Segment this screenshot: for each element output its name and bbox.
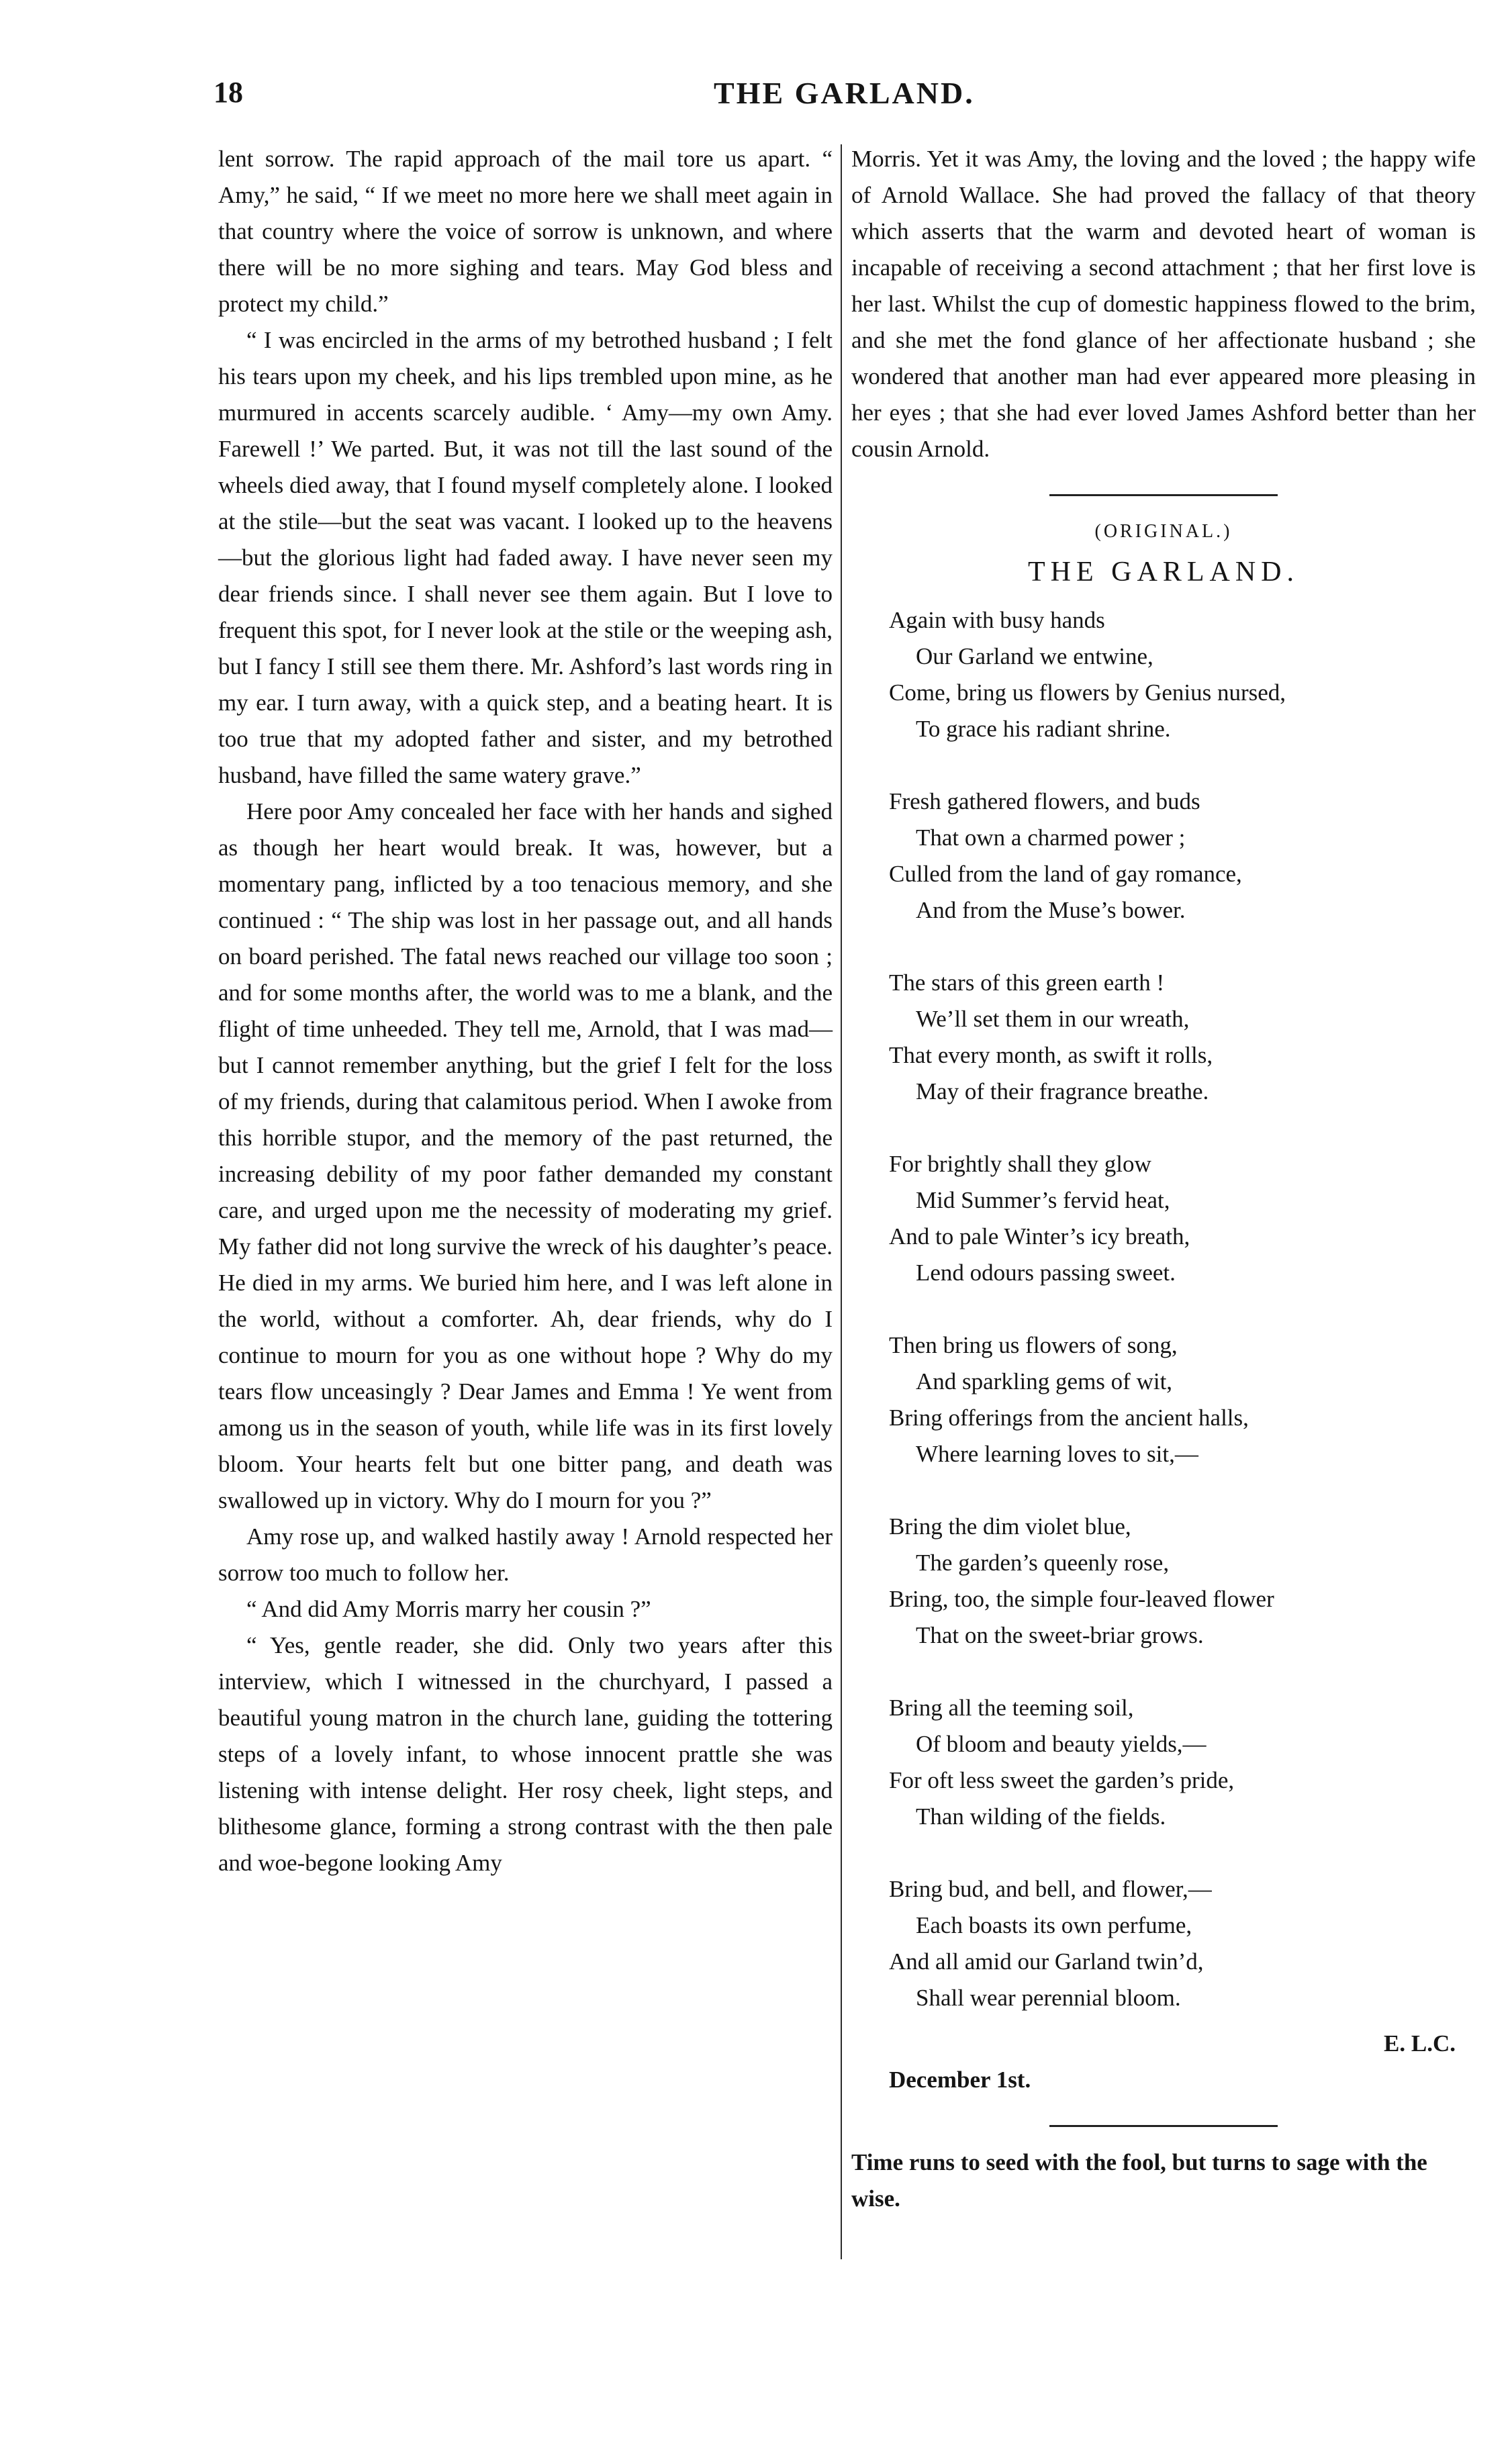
poem-stanza bbox=[889, 602, 1476, 747]
poem-line: Shall wear perennial bloom. bbox=[916, 1985, 1181, 2011]
poem-line: Fresh gathered flowers, and buds bbox=[889, 788, 1200, 814]
poem-line: The garden’s queenly rose, bbox=[916, 1550, 1170, 1576]
paragraph: “ Yes, gentle reader, she did. Only two years after this interview, which I witnessed in the churchyard, I passed a beautiful young matron in the church lane, guiding the tottering steps of a lovely infant, to whose innocent prattle she was listening with intense delight. Her rosy cheek, light steps, and blithesome glance, forming a strong contrast with the then pale and woe-begone looking Amy bbox=[218, 1632, 833, 1876]
poem-line: Our Garland we entwine, bbox=[916, 643, 1153, 669]
poem-line: Mid Summer’s fervid heat, bbox=[916, 1187, 1170, 1213]
poem-line: Where learning loves to sit,— bbox=[916, 1441, 1198, 1467]
poem-line: That own a charmed power ; bbox=[916, 824, 1186, 851]
proverb: Time runs to seed with the fool, but turns to sage with the wise. bbox=[851, 2149, 1427, 2212]
poem-line: To grace his radiant shrine. bbox=[916, 716, 1171, 742]
poem-line: And all amid our Garland twin’d, bbox=[889, 1948, 1204, 1975]
paragraph: Here poor Amy concealed her face with her hands and sighed as though her heart would break. It was, however, but a momentary pang, inflicted by a too tenacious memory, and she continued : “ The ship was lost in her passage out, and all hands on board perished. The fatal news reached our village too soon ; and for some months after, the world was to me a blank, and the flight of time unheeded. They tell me, Arnold, that I was mad—but I cannot remember anything, but the grief I felt for the loss of my friends, during that calamitous period. When I awoke from this horrible stupor, and the memory of the past returned, the increasing debility of my poor father demanded my constant care, and urged upon me the necessity of moderating my grief. My father did not long survive the wreck of his daughter’s peace. He died in my arms. We buried him here, and I was left alone in the world, without a comforter. Ah, dear friends, why do I continue to mourn for you as one without hope ? Why do my tears flow unceasingly ? Dear James and Emma ! Ye went from among us in the season of youth, while life was in its first lovely bloom. Your hearts felt but one bitter pang, and death was swallowed up in victory. Why do I mourn for you ?” bbox=[218, 798, 833, 1513]
paragraph: Amy rose up, and walked hastily away ! Arnold respected her sorrow too much to follow her. bbox=[218, 1523, 833, 1586]
paragraph-continuation: lent sorrow. The rapid approach of the mail tore us apart. “ Amy,” he said, “ If we meet no more here we shall meet again in that country where the voice of sorrow is unknown, and where there will be no more sighing and tears. May God bless and protect my child.” bbox=[218, 146, 833, 317]
paragraph: “ And did Amy Morris marry her cousin ?” bbox=[246, 1596, 651, 1622]
poem-line: And to pale Winter’s icy breath, bbox=[889, 1223, 1190, 1249]
poem-title: THE GARLAND. bbox=[1028, 557, 1299, 587]
poem-line: Bring the dim violet blue, bbox=[889, 1513, 1131, 1540]
poem-stanza bbox=[889, 1509, 1476, 1654]
poem-line: Of bloom and beauty yields,— bbox=[916, 1731, 1207, 1757]
poem-signature: E. L.C. bbox=[1384, 2030, 1456, 2057]
poem-line: Bring offerings from the ancient halls, bbox=[889, 1405, 1249, 1431]
poem-line: And sparkling gems of wit, bbox=[916, 1368, 1173, 1395]
column-divider bbox=[841, 144, 842, 2259]
poem-line: Bring, too, the simple four-leaved flower bbox=[889, 1586, 1274, 1612]
poem-stanza bbox=[889, 965, 1476, 1110]
page-number: 18 bbox=[214, 76, 243, 109]
poem-stanza bbox=[889, 784, 1476, 929]
poem-line: We’ll set them in our wreath, bbox=[916, 1006, 1190, 1032]
poem-stanza bbox=[889, 1146, 1476, 1291]
poem-line: For oft less sweet the garden’s pride, bbox=[889, 1767, 1235, 1793]
poem-line: Come, bring us flowers by Genius nursed, bbox=[889, 679, 1286, 706]
section-rule bbox=[1049, 494, 1278, 496]
left-column bbox=[218, 141, 833, 1881]
poem-source: (ORIGINAL.) bbox=[1094, 521, 1233, 542]
poem-stanza bbox=[889, 1690, 1476, 1835]
poem-line: Then bring us flowers of song, bbox=[889, 1332, 1178, 1358]
poem-date: December 1st. bbox=[889, 2067, 1031, 2093]
poem-line: Than wilding of the fields. bbox=[916, 1803, 1166, 1830]
poem-line: Each boasts its own perfume, bbox=[916, 1912, 1192, 1938]
poem-line: Bring all the teeming soil, bbox=[889, 1695, 1134, 1721]
poem-line: That on the sweet-briar grows. bbox=[916, 1622, 1204, 1648]
poem-line: Bring bud, and bell, and flower,— bbox=[889, 1876, 1212, 1902]
poem-line: For brightly shall they glow bbox=[889, 1151, 1151, 1177]
section-rule bbox=[1049, 2125, 1278, 2127]
poem-stanza bbox=[889, 1871, 1476, 2016]
poem-line: The stars of this green earth ! bbox=[889, 970, 1165, 996]
poem-line: Lend odours passing sweet. bbox=[916, 1260, 1176, 1286]
paragraph: “ I was encircled in the arms of my betrothed husband ; I felt his tears upon my cheek, and his lips trembled upon mine, as he murmured in accents scarcely audible. ‘ Amy—my own Amy. Farewell !’ We parted. But, it was not till the last sound of the wheels died away, that I found myself completely alone. I looked at the stile—but the seat was vacant. I looked up to the heavens—but the glorious light had faded away. I have never seen my dear friends since. I shall never see them again. But I love to frequent this spot, for I never look at the stile or the weeping ash, but I fancy I still see them there. Mr. Ashford’s last words ring in my ear. I turn away, with a quick step, and a beating heart. It is too true that my adopted father and sister, and my betrothed husband, have filled the same watery grave.” bbox=[218, 327, 833, 788]
paragraph-continuation: Morris. Yet it was Amy, the loving and the loved ; the happy wife of Arnold Wallace. She had proved the fallacy of that theory which asserts that the warm and devoted heart of woman is incapable of receiving a second attachment ; that her first love is her last. Whilst the cup of domestic happiness flowed to the brim, and she met the fond glance of her affectionate husband ; she wondered that another man had ever appeared more pleasing in her eyes ; that she had ever loved James Ashford better than her cousin Arnold. bbox=[851, 146, 1476, 462]
poem-stanza bbox=[889, 1327, 1476, 1472]
page-header bbox=[214, 75, 1462, 122]
poem-line: And from the Muse’s bower. bbox=[916, 897, 1186, 923]
poem-line: That every month, as swift it rolls, bbox=[889, 1042, 1213, 1068]
poem-line: Culled from the land of gay romance, bbox=[889, 861, 1242, 887]
poem-line: Again with busy hands bbox=[889, 607, 1105, 633]
poem-line: May of their fragrance breathe. bbox=[916, 1078, 1209, 1104]
right-column bbox=[851, 141, 1476, 2217]
running-title: THE GARLAND. bbox=[714, 76, 975, 110]
